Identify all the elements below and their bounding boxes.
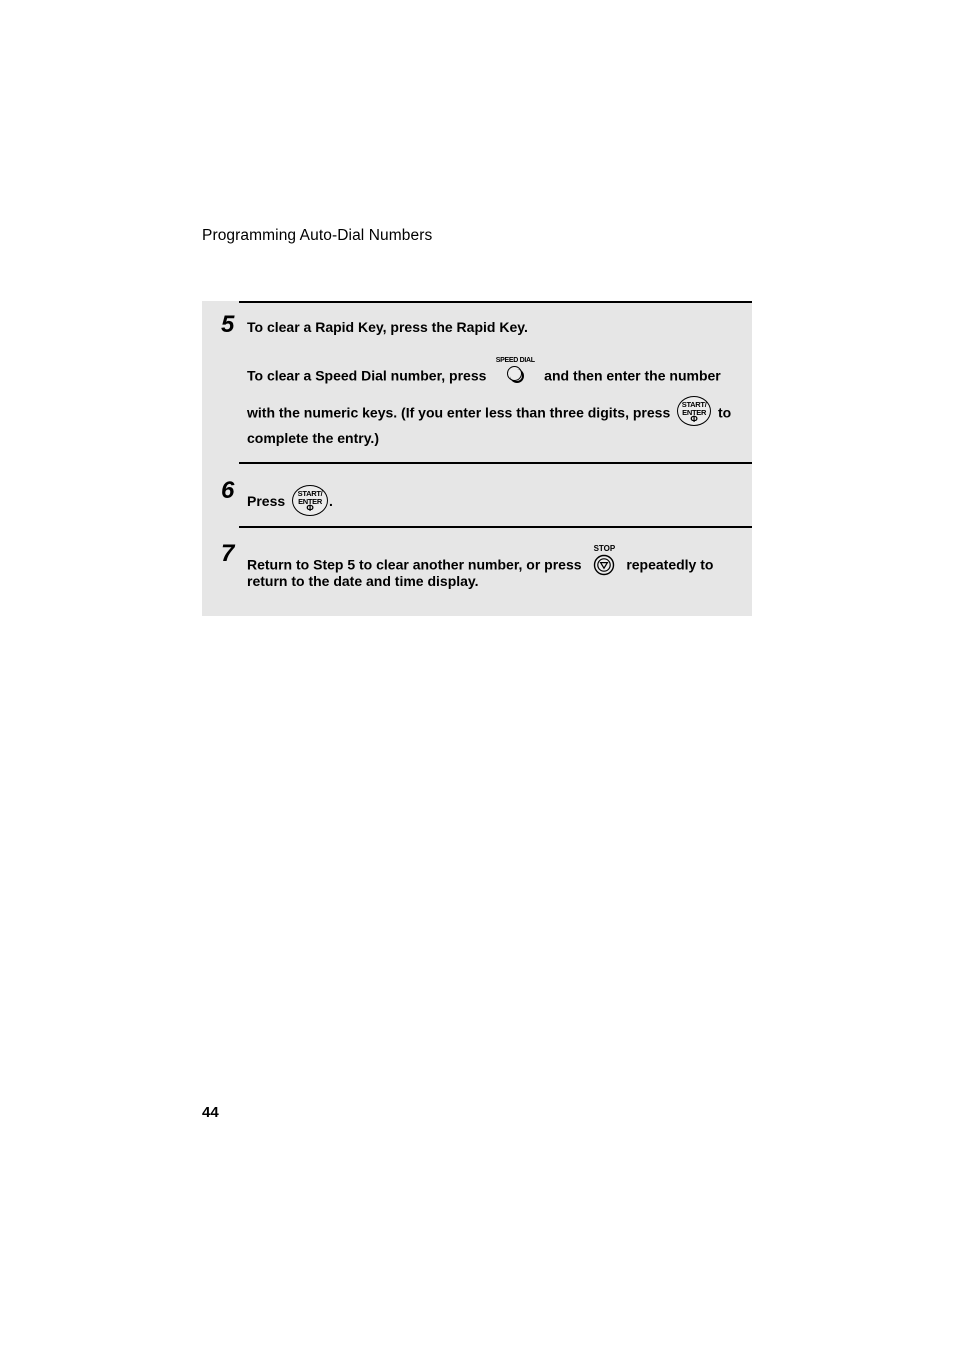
step-6-text-line-1	[247, 487, 333, 518]
step-5	[202, 301, 752, 462]
step-number: 6	[221, 477, 235, 504]
speed-dial-key-icon	[494, 357, 536, 385]
step-6	[202, 462, 752, 526]
start-enter-key-icon	[292, 485, 328, 516]
step-divider	[239, 301, 752, 303]
start-key-label-top: START/	[297, 489, 323, 498]
stop-key-icon	[590, 545, 618, 577]
step-5-text-line-4: complete the entry.)	[247, 430, 379, 446]
step-number: 5	[221, 311, 235, 338]
step-6-text-end: .	[329, 493, 333, 510]
step-5-text-line-3-end: to	[718, 404, 732, 421]
start-key-symbol: Φ	[306, 503, 314, 513]
stop-symbol-icon	[593, 554, 615, 576]
start-enter-key-icon	[677, 396, 711, 426]
step-5-text-line-2-end: and then enter the number	[544, 367, 721, 384]
step-5-text-line-3	[247, 399, 731, 429]
start-key-label-bottom: ENTER	[298, 496, 322, 506]
speed-dial-key-label: SPEED DIAL	[495, 357, 535, 364]
step-divider	[239, 462, 752, 464]
step-5-text-line-1: To clear a Rapid Key, press the Rapid Key.	[247, 319, 528, 335]
start-key-symbol: Φ	[690, 414, 698, 424]
step-5-text-line-3-start: with the numeric keys. (If you enter less than three digits, press	[247, 404, 671, 421]
step-divider	[239, 526, 752, 528]
stop-key-label: STOP	[593, 544, 616, 553]
start-key-label-top: START/	[681, 400, 707, 409]
start-key-label-bottom: ENTER	[682, 407, 707, 417]
step-6-text-start: Press	[247, 493, 286, 510]
step-7-text-line-1-end: repeatedly to	[626, 556, 714, 573]
step-7-text-line-1-start: Return to Step 5 to clear another number, or press	[247, 556, 582, 573]
step-5-text-line-2	[247, 357, 721, 391]
steps-panel	[202, 301, 752, 616]
step-7-text-line-2: return to the date and time display.	[247, 573, 479, 589]
page-number: 44	[202, 1104, 219, 1121]
step-5-text-line-2-start: To clear a Speed Dial number, press	[247, 367, 487, 384]
step-7	[202, 526, 752, 616]
running-head-title: Programming Auto-Dial Numbers	[202, 227, 433, 244]
step-number: 7	[221, 540, 235, 567]
